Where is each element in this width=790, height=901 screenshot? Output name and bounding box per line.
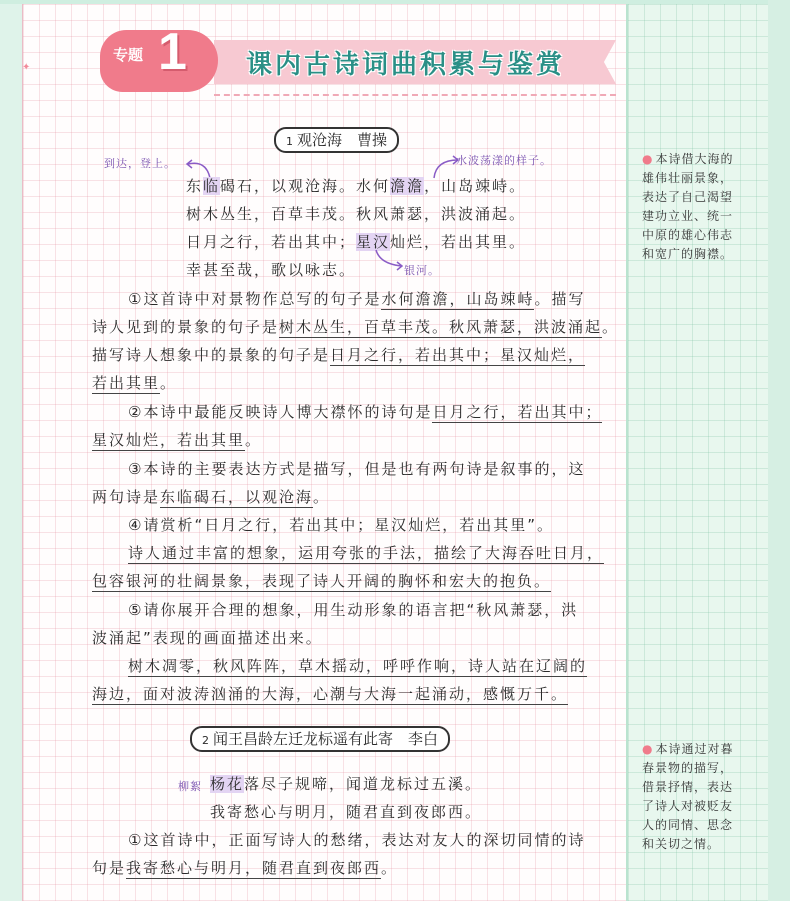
sidebar-note-2 [642, 740, 742, 854]
question-text: 。 [313, 488, 331, 506]
question-text: 。 [602, 318, 620, 336]
answer-text: 树木丛生，百草丰茂。秋风萧瑟，洪波涌起 [279, 318, 603, 336]
poem-line-3 [186, 231, 526, 252]
poem-text: 落尽子规啼，闻道龙标过五溪。 [244, 775, 483, 793]
q1-line-4 [92, 372, 177, 393]
highlight-yanghua: 杨花 [210, 775, 245, 793]
answer-text: 海边，面对波涛汹涌的大海，心潮与大海一起涌动，感慨万千。 [92, 685, 569, 703]
question-text: ①这首诗中对景物作总写的句子是 [128, 290, 382, 308]
answer-text: 水何澹澹，山岛竦峙 [381, 290, 535, 308]
q4-line-1: ④请赏析“日月之行，若出其中；星汉灿烂，若出其里”。 [128, 516, 554, 534]
q4-answer-line-1 [128, 542, 604, 563]
poem-text: 灿烂，若出其里。 [390, 233, 527, 251]
bullet-icon: ● [642, 742, 654, 756]
section-1-title: 观沧海 曹操 [297, 131, 388, 149]
question-text: 两句诗是 [92, 488, 161, 506]
q3-line-2 [92, 486, 330, 507]
poem2-line-1 [210, 773, 482, 794]
answer-text: 我寄愁心与明月，随君直到夜郎西 [126, 859, 382, 877]
q2-1-line-1: ①这首诗中，正面写诗人的愁绪，表达对友人的深切同情的诗 [128, 831, 586, 849]
bullet-icon: ● [642, 152, 654, 166]
sidebar-note-1 [642, 150, 742, 264]
section-2-title: 闻王昌龄左迁龙标遥有此寄 李白 [213, 730, 439, 748]
q1-line-1 [128, 288, 585, 309]
answer-text: 包容银河的壮阔景象，表现了诗人开阔的胸怀和宏大的抱负。 [92, 572, 552, 590]
sparkle-icon: ✦ [22, 62, 31, 73]
annotation-liuxu: 柳絮 [178, 780, 202, 793]
q3-line-1: ③本诗的主要表达方式是描写，但是也有两句诗是叙事的，这 [128, 460, 586, 478]
q4-answer-line-2 [92, 570, 551, 591]
poem2-line-2: 我寄愁心与明月，随君直到夜郎西。 [210, 803, 483, 821]
title-divider [214, 94, 616, 96]
q1-line-2 [92, 316, 619, 337]
highlight-dandan: 澹澹 [390, 177, 425, 195]
section-1-number: 1 [286, 135, 293, 148]
question-text: 。 [160, 374, 178, 392]
highlight-lin: 临 [203, 177, 221, 195]
question-text: 描写诗人想象中的景象的句子是 [92, 346, 331, 364]
highlight-xinghan: 星汉 [356, 233, 391, 251]
page-edge [768, 0, 790, 901]
question-text: 。 [245, 431, 263, 449]
q5-line-1: ⑤请你展开合理的想象，用生动形象的语言把“秋风萧瑟，洪 [128, 601, 579, 619]
q2-1-line-2 [92, 857, 398, 878]
poem-text: 东 [186, 177, 204, 195]
annotation-shuibo: 水波荡漾的样子。 [456, 154, 552, 167]
q2-line-1 [128, 401, 602, 422]
sidebar-note-text: 本诗借大海的雄伟壮丽景象，表达了自己渴望建功立业、统一中原的雄心伟志和宽广的胸襟。 [642, 152, 734, 261]
q1-line-3 [92, 344, 585, 365]
poem-text: 碣石，以观沧海。水何 [220, 177, 391, 195]
poem-line-4: 幸甚至哉，歌以咏志。 [186, 261, 357, 279]
q5-answer-line-2 [92, 683, 568, 704]
answer-text: 树木凋零，秋风阵阵，草木摇动，呼呼作响，诗人站在辽阔的 [128, 657, 588, 675]
answer-text: 若出其里 [92, 374, 161, 392]
poem-text: ，山岛竦峙。 [424, 177, 527, 195]
section-1-header [274, 127, 399, 153]
question-text: 诗人见到的景象的句子是 [92, 318, 280, 336]
annotation-yinhe: 银河。 [404, 264, 440, 277]
poem-line-2: 树木丛生，百草丰茂。秋风萧瑟，洪波涌起。 [186, 205, 527, 223]
answer-text: 日月之行，若出其中； [432, 403, 603, 421]
q5-answer-line-1 [128, 655, 587, 676]
question-text: 。 [381, 859, 399, 877]
badge-number: 1 [158, 23, 187, 81]
sidebar-note-text: 本诗通过对暮春景物的描写，借景抒情，表达了诗人对被贬友人的同情、思念和关切之情。 [642, 742, 734, 851]
badge-label: 专题 [113, 46, 144, 64]
answer-text: 日月之行，若出其中；星汉灿烂， [330, 346, 586, 364]
q5-line-2: 波涌起”表现的画面描述出来。 [92, 629, 323, 647]
annotation-dao-da: 到达，登上。 [104, 157, 176, 170]
question-text: 句是 [92, 859, 127, 877]
section-2-header [190, 726, 450, 752]
arrow-to-xinghan [372, 248, 406, 272]
poem-text: 日月之行，若出其中； [186, 233, 357, 251]
poem-line-1 [186, 175, 526, 196]
section-2-number: 2 [202, 734, 209, 747]
question-text: ②本诗中最能反映诗人博大襟怀的诗句是 [128, 403, 433, 421]
page-title: 课内古诗词曲积累与鉴赏 [246, 50, 566, 80]
question-text: 。描写 [534, 290, 586, 308]
q2-line-2 [92, 429, 262, 450]
answer-text: 星汉灿烂，若出其里 [92, 431, 246, 449]
answer-text: 东临碣石，以观沧海 [160, 488, 314, 506]
answer-text: 诗人通过丰富的想象，运用夸张的手法，描绘了大海吞吐日月， [128, 544, 605, 562]
